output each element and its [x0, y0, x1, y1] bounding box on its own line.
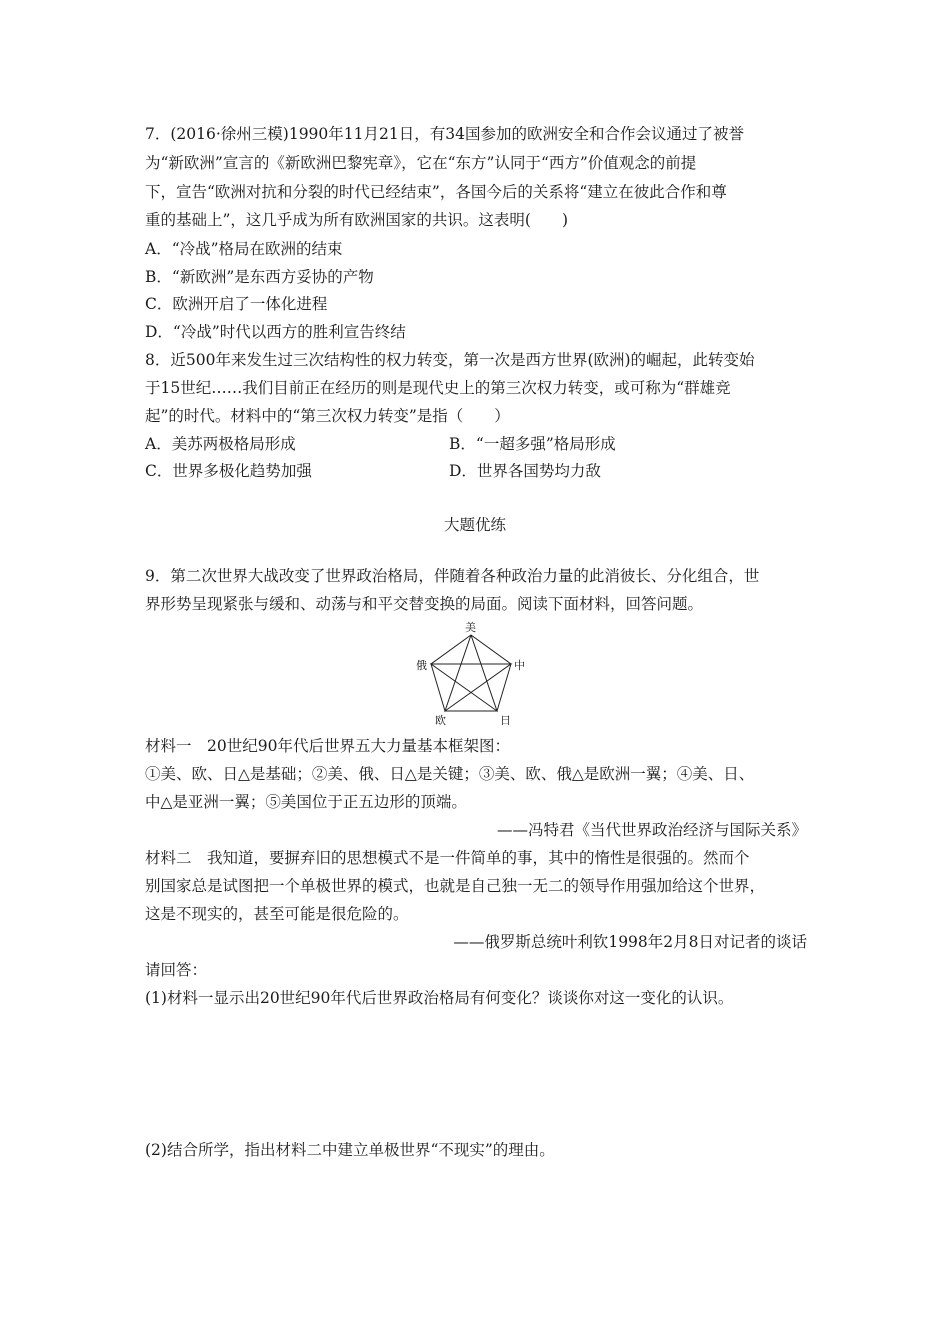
- material1-line: 中△是亚洲一翼；⑤美国位于正五边形的顶端。: [145, 793, 467, 811]
- material1-line: ①美、欧、日△是基础；②美、俄、日△是关键；③美、欧、俄△是欧洲一翼；④美、日、: [145, 765, 755, 783]
- q8-stem-line: 起”的时代。材料中的“第三次权力转变”是指（ ）: [145, 407, 510, 425]
- q8-option-a: A．美苏两极格局形成: [145, 435, 296, 453]
- sub-question-2: (2)结合所学，指出材料二中建立单极世界“不现实”的理由。: [145, 1141, 555, 1159]
- material1-line: 材料一 20世纪90年代后世界五大力量基本框架图：: [145, 737, 510, 755]
- diagram-label-top: 美: [465, 621, 476, 634]
- power-pentagon-diagram: [415, 620, 525, 726]
- material2-line: 别国家总是试图把一个单极世界的模式，也就是自己独一无二的领导作用强加给这个世界，: [145, 877, 766, 895]
- q7-option-c: C．欧洲开启了一体化进程: [145, 295, 328, 313]
- section-title: 大题优练: [443, 516, 506, 534]
- q7-option-b: B．“新欧洲”是东西方妥协的产物: [145, 268, 374, 286]
- diagram-label-bottom-left: 欧: [435, 714, 446, 726]
- material2-line: 材料二 我知道，要摒弃旧的思想模式不是一件简单的事，其中的惰性是很强的。然而个: [145, 849, 750, 867]
- q8-option-d: D．世界各国势均力敌: [449, 462, 601, 480]
- q8-stem-line: 于15世纪……我们目前正在经历的则是现代史上的第三次权力转变，或可称为“群雄竞: [145, 379, 731, 397]
- diagram-label-bottom-right: 日: [500, 714, 511, 726]
- q7-stem-line: 7．(2016·徐州三模)1990年11月21日，有34国参加的欧洲安全和合作会议通过了被誉: [145, 125, 744, 143]
- material2-line: 这是不现实的，甚至可能是很危险的。: [145, 905, 409, 923]
- q9-intro-line: 界形势呈现紧张与缓和、动荡与和平交替变换的局面。阅读下面材料，回答问题。: [145, 595, 704, 613]
- star-lines: [431, 635, 511, 711]
- q8-option-b: B．“一超多强”格局形成: [449, 435, 616, 453]
- q7-stem-line: 为“新欧洲”宣言的《新欧洲巴黎宪章》，它在“东方”认同于“西方”价值观念的前提: [145, 154, 697, 172]
- material2-source: ——俄罗斯总统叶利钦1998年2月8日对记者的谈话: [453, 933, 807, 951]
- diagram-label-left: 俄: [416, 659, 427, 672]
- q7-option-a: A．“冷战”格局在欧洲的结束: [145, 240, 343, 258]
- q9-intro-line: 9．第二次世界大战改变了世界政治格局，伴随着各种政治力量的此消彼长、分化组合，世: [145, 567, 760, 585]
- sub-question-1: (1)材料一显示出20世纪90年代后世界政治格局有何变化？谈谈你对这一变化的认识。: [145, 989, 734, 1007]
- answer-prompt: 请回答：: [145, 961, 208, 979]
- q7-option-d: D．“冷战”时代以西方的胜利宣告终结: [145, 323, 406, 341]
- material1-source: ——冯特君《当代世界政治经济与国际关系》: [496, 821, 807, 839]
- diagram-label-right: 中: [514, 659, 525, 672]
- q7-stem-line: 下，宣告“欧洲对抗和分裂的时代已经结束”，各国今后的关系将“建立在彼此合作和尊: [145, 183, 727, 201]
- q8-option-c: C．世界多极化趋势加强: [145, 462, 312, 480]
- q7-stem-line: 重的基础上”，这几乎成为所有欧洲国家的共识。这表明( ): [145, 211, 569, 229]
- q8-stem-line: 8．近500年来发生过三次结构性的权力转变，第一次是西方世界(欧洲)的崛起，此转变始: [145, 351, 755, 369]
